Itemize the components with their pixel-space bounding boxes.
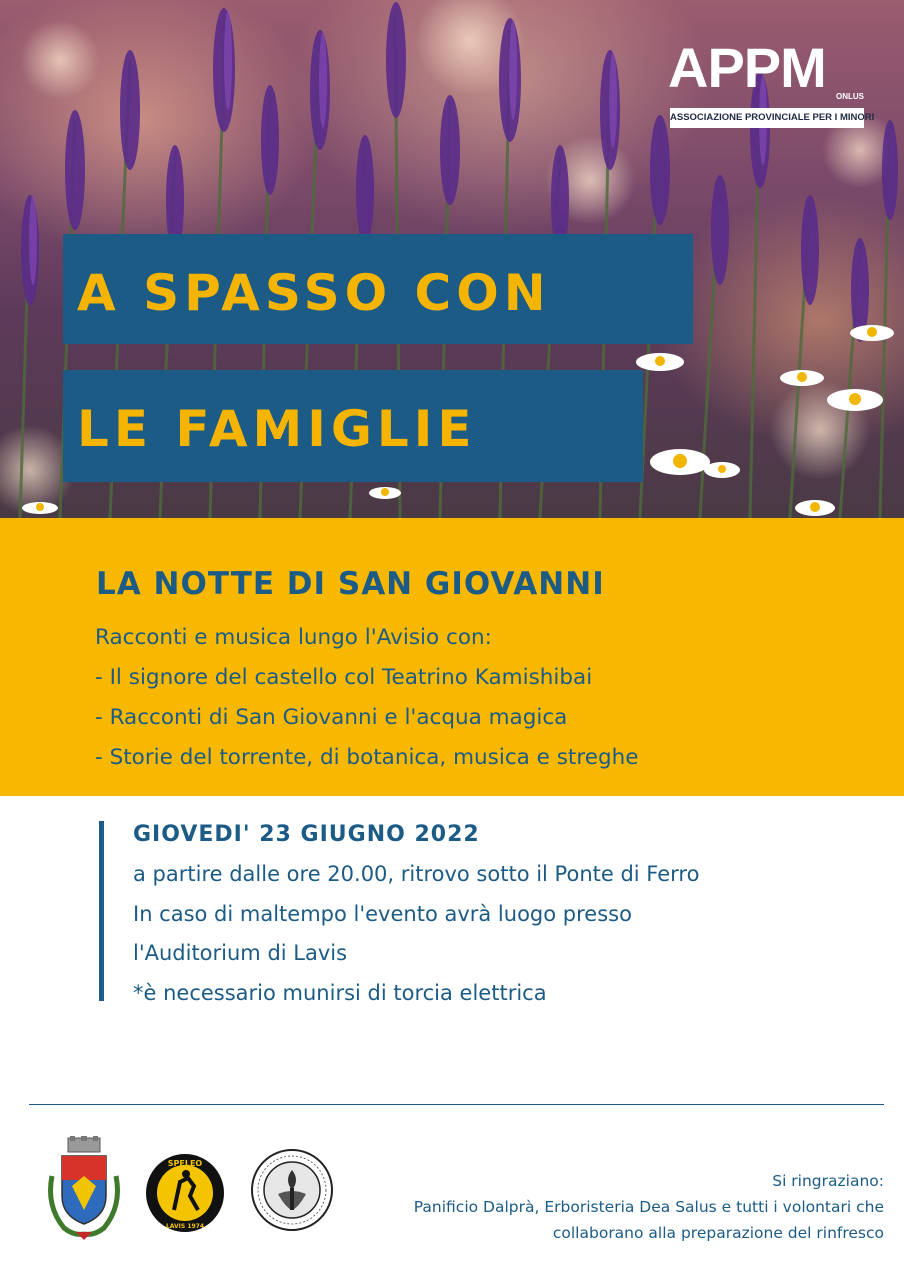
details-accent-bar [99,821,104,1001]
thanks-block [414,1168,884,1246]
event-description-line: - Racconti di San Giovanni e l'acqua magica [95,705,568,730]
event-description-band [0,518,904,796]
lavis-coat-of-arms [42,1136,126,1242]
thanks-line: collaborano alla preparazione del rinfresco [552,1224,884,1242]
event-heading: LA NOTTE DI SAN GIOVANNI [96,566,605,602]
event-details-line: In caso di maltempo l'evento avrà luogo presso [133,901,632,926]
event-description-line: Racconti e musica lungo l'Avisio con: [95,625,492,650]
appm-logo-letters: APPM [668,36,826,99]
thanks-line: Panificio Dalprà, Erboristeria Dea Salus e tutti i volontari che [413,1198,884,1216]
hero-image [0,0,904,518]
event-description-line: - Il signore del castello col Teatrino Kamishibai [95,665,593,690]
svg-text:SPELEO: SPELEO [167,1159,203,1168]
speleo-sat-lavis-logo [144,1152,226,1234]
thanks-line: Si ringraziano: [772,1172,884,1190]
svg-text:LAVIS 1974: LAVIS 1974 [165,1223,205,1230]
appm-logo [668,36,875,132]
event-details-list [133,855,699,1013]
event-details-line: l'Auditorium di Lavis [133,941,348,965]
event-description-line: - Storie del torrente, di botanica, musica e streghe [95,745,639,770]
title-line-2: LE FAMIGLIE [63,370,643,482]
footer-divider [29,1104,884,1105]
appm-logo-tagline: ASSOCIAZIONE PROVINCIALE PER I MINORI [670,108,864,128]
associazione-culturale-lavisana-logo [250,1148,334,1232]
event-date: GIOVEDI' 23 GIUGNO 2022 [133,822,480,847]
event-details-line: a partire dalle ore 20.00, ritrovo sotto il Ponte di Ferro [133,862,700,886]
title-line-1: A SPASSO CON [63,234,693,344]
event-details-line: *è necessario munirsi di torcia elettrica [133,980,547,1005]
event-description-list [95,618,638,778]
appm-logo-onlus: ONLUS [836,92,864,101]
sponsor-logos [40,1132,340,1242]
